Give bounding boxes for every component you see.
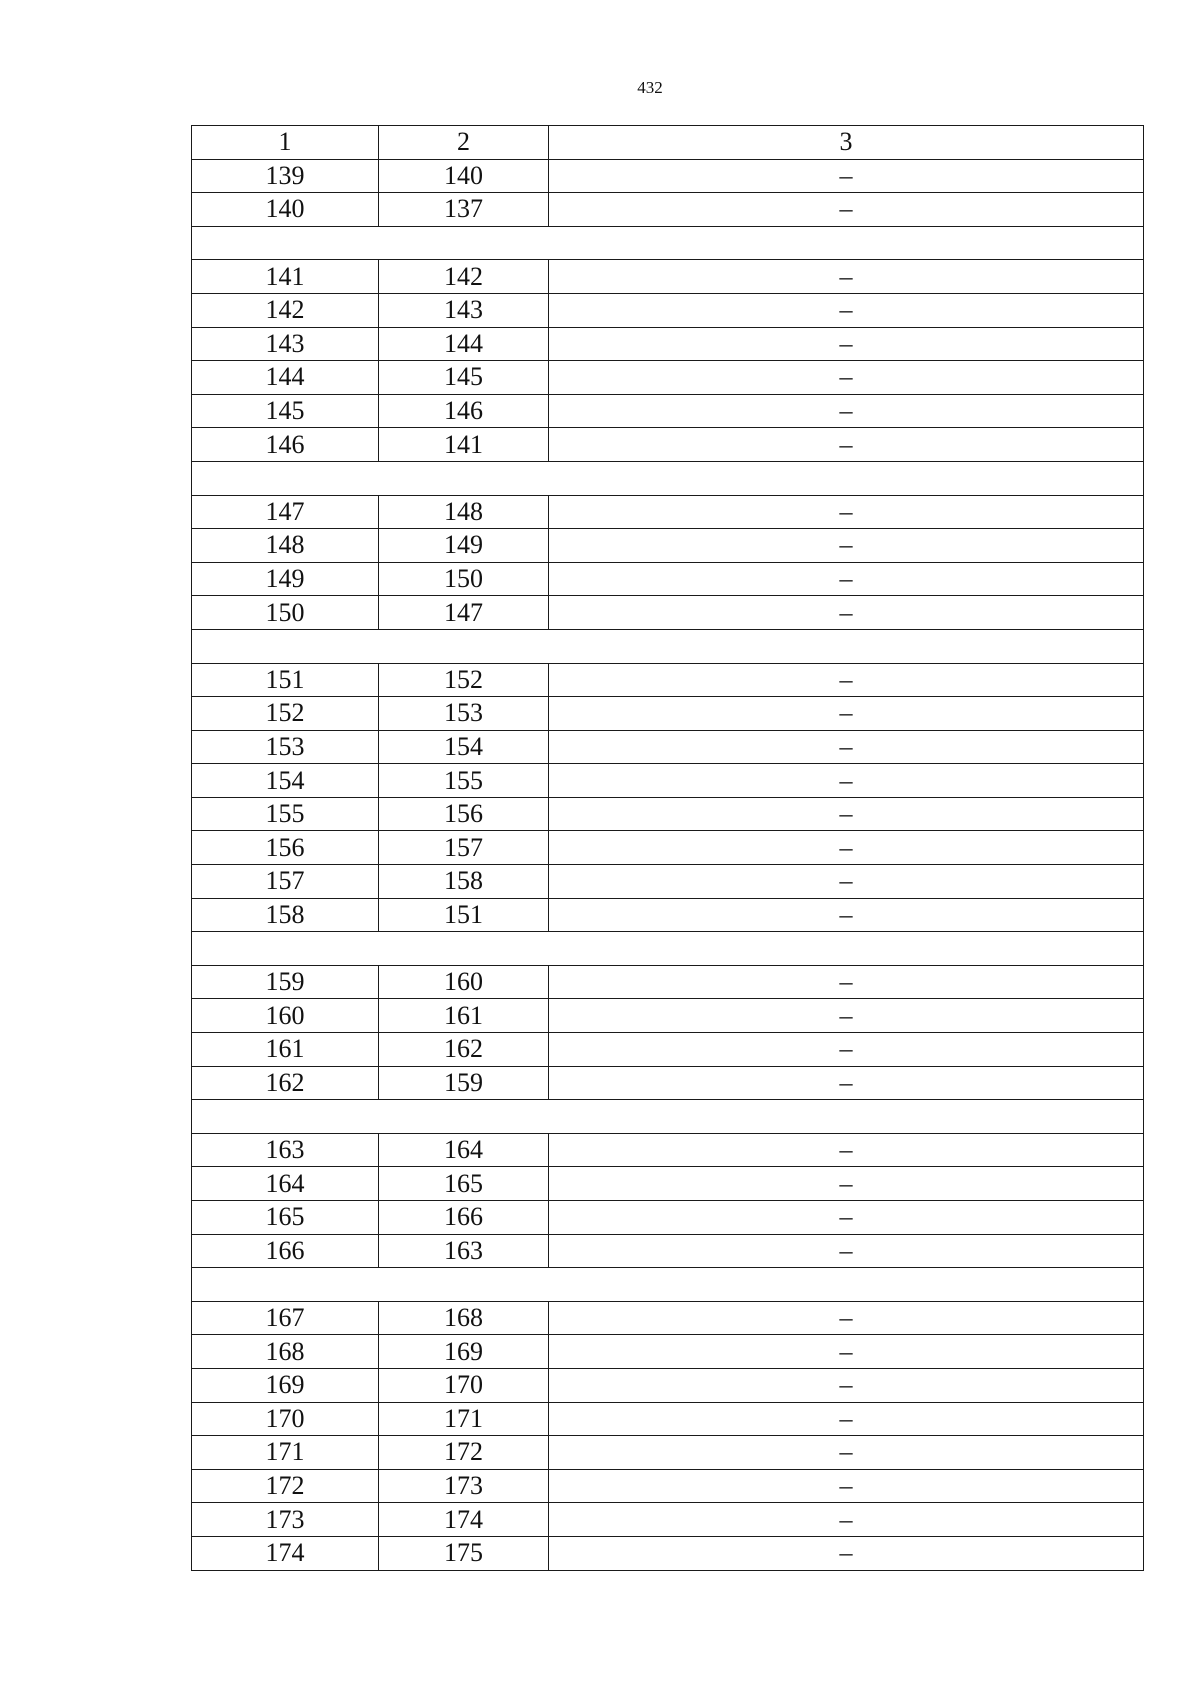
data-table: [191, 125, 1144, 1571]
table-cell-col-1: 140: [192, 193, 379, 227]
separator-cell: [192, 226, 1144, 260]
table-cell-col-1: 171: [192, 1436, 379, 1470]
table-cell-col-1: 167: [192, 1301, 379, 1335]
table-row: [192, 193, 1144, 227]
table-row: [192, 1234, 1144, 1268]
table-cell-col-2: 152: [379, 663, 549, 697]
table-cell-col-1: 147: [192, 495, 379, 529]
table-cell-col-3: –: [549, 865, 1144, 899]
separator-cell: [192, 629, 1144, 663]
table-cell-col-2: 145: [379, 361, 549, 395]
table-row: [192, 596, 1144, 630]
table-cell-col-2: 170: [379, 1368, 549, 1402]
table-cell-col-3: –: [549, 293, 1144, 327]
table-cell-col-1: 163: [192, 1133, 379, 1167]
table-cell-col-2: 165: [379, 1167, 549, 1201]
table-row: [192, 529, 1144, 563]
separator-cell: [192, 461, 1144, 495]
table-cell-col-1: 153: [192, 730, 379, 764]
table-cell-col-2: 150: [379, 562, 549, 596]
table-cell-col-1: 174: [192, 1536, 379, 1570]
table-cell-col-2: 174: [379, 1503, 549, 1537]
table-row: [192, 797, 1144, 831]
table-cell-col-1: 155: [192, 797, 379, 831]
table-cell-col-3: –: [549, 1033, 1144, 1067]
table-cell-col-3: –: [549, 1201, 1144, 1235]
table-cell-col-3: –: [549, 562, 1144, 596]
table-cell-col-2: 160: [379, 965, 549, 999]
table-cell-col-2: 163: [379, 1234, 549, 1268]
table-cell-col-3: –: [549, 327, 1144, 361]
table-row: [192, 663, 1144, 697]
table-cell-col-3: –: [549, 159, 1144, 193]
page-number: 432: [637, 78, 663, 97]
header-cell-2: 2: [379, 126, 549, 160]
table-cell-col-3: –: [549, 697, 1144, 731]
group-separator-row: [192, 226, 1144, 260]
separator-cell: [192, 1100, 1144, 1134]
separator-cell: [192, 1268, 1144, 1302]
table-cell-col-2: 157: [379, 831, 549, 865]
table-cell-col-3: –: [549, 1503, 1144, 1537]
header-cell-3: 3: [549, 126, 1144, 160]
table-cell-col-2: 171: [379, 1402, 549, 1436]
table-cell-col-1: 170: [192, 1402, 379, 1436]
table-cell-col-1: 166: [192, 1234, 379, 1268]
table-cell-col-1: 152: [192, 697, 379, 731]
table-row: [192, 764, 1144, 798]
table-cell-col-3: –: [549, 1536, 1144, 1570]
table-cell-col-3: –: [549, 831, 1144, 865]
table-cell-col-2: 143: [379, 293, 549, 327]
table-cell-col-2: 158: [379, 865, 549, 899]
table-cell-col-3: –: [549, 428, 1144, 462]
table-cell-col-3: –: [549, 394, 1144, 428]
table-cell-col-2: 169: [379, 1335, 549, 1369]
table-cell-col-3: –: [549, 663, 1144, 697]
table-row: [192, 1469, 1144, 1503]
table-row: [192, 831, 1144, 865]
table-row: [192, 1368, 1144, 1402]
table-cell-col-2: 175: [379, 1536, 549, 1570]
table-cell-col-3: –: [549, 361, 1144, 395]
table-cell-col-2: 156: [379, 797, 549, 831]
table-cell-col-2: 154: [379, 730, 549, 764]
table-cell-col-2: 166: [379, 1201, 549, 1235]
table-cell-col-2: 144: [379, 327, 549, 361]
table-row: [192, 562, 1144, 596]
table-cell-col-2: 148: [379, 495, 549, 529]
table-cell-col-3: –: [549, 1167, 1144, 1201]
table-cell-col-3: –: [549, 1335, 1144, 1369]
table-cell-col-3: –: [549, 1469, 1144, 1503]
table-cell-col-1: 143: [192, 327, 379, 361]
table-cell-col-2: 161: [379, 999, 549, 1033]
table-row: [192, 327, 1144, 361]
table-cell-col-1: 150: [192, 596, 379, 630]
table-row: [192, 865, 1144, 899]
group-separator-row: [192, 1100, 1144, 1134]
table-cell-col-2: 151: [379, 898, 549, 932]
table-cell-col-1: 139: [192, 159, 379, 193]
table-cell-col-2: 159: [379, 1066, 549, 1100]
table-row: [192, 1033, 1144, 1067]
header-row: [192, 126, 1144, 160]
table-cell-col-1: 156: [192, 831, 379, 865]
table-cell-col-2: 142: [379, 260, 549, 294]
table-cell-col-3: –: [549, 898, 1144, 932]
table-body: [192, 126, 1144, 1571]
table-row: [192, 361, 1144, 395]
table-cell-col-3: –: [549, 1234, 1144, 1268]
table-cell-col-1: 144: [192, 361, 379, 395]
table-cell-col-3: –: [549, 193, 1144, 227]
table-cell-col-1: 159: [192, 965, 379, 999]
table-cell-col-1: 172: [192, 1469, 379, 1503]
table-row: [192, 394, 1144, 428]
table-cell-col-2: 153: [379, 697, 549, 731]
table-row: [192, 1335, 1144, 1369]
table-row: [192, 1436, 1144, 1470]
table-row: [192, 1133, 1144, 1167]
table-row: [192, 495, 1144, 529]
table-row: [192, 1167, 1144, 1201]
table-cell-col-1: 151: [192, 663, 379, 697]
table-cell-col-3: –: [549, 797, 1144, 831]
table-cell-col-1: 161: [192, 1033, 379, 1067]
table-cell-col-1: 169: [192, 1368, 379, 1402]
table-cell-col-1: 142: [192, 293, 379, 327]
table-cell-col-3: –: [549, 730, 1144, 764]
table-cell-col-2: 149: [379, 529, 549, 563]
table-row: [192, 260, 1144, 294]
table-cell-col-2: 137: [379, 193, 549, 227]
table-cell-col-1: 149: [192, 562, 379, 596]
table-cell-col-3: –: [549, 1066, 1144, 1100]
table-row: [192, 730, 1144, 764]
table-cell-col-1: 146: [192, 428, 379, 462]
table-cell-col-2: 147: [379, 596, 549, 630]
table-row: [192, 1201, 1144, 1235]
table-cell-col-1: 173: [192, 1503, 379, 1537]
table-cell-col-3: –: [549, 1301, 1144, 1335]
table-cell-col-2: 164: [379, 1133, 549, 1167]
table-cell-col-1: 160: [192, 999, 379, 1033]
header-cell-1: 1: [192, 126, 379, 160]
table-cell-col-3: –: [549, 596, 1144, 630]
table-cell-col-1: 165: [192, 1201, 379, 1235]
table-cell-col-2: 155: [379, 764, 549, 798]
group-separator-row: [192, 1268, 1144, 1302]
table-cell-col-2: 140: [379, 159, 549, 193]
table-cell-col-2: 162: [379, 1033, 549, 1067]
table-cell-col-1: 141: [192, 260, 379, 294]
table-row: [192, 999, 1144, 1033]
table-row: [192, 697, 1144, 731]
table-cell-col-2: 173: [379, 1469, 549, 1503]
table-cell-col-2: 146: [379, 394, 549, 428]
table-cell-col-1: 145: [192, 394, 379, 428]
table-row: [192, 1536, 1144, 1570]
table-cell-col-1: 168: [192, 1335, 379, 1369]
separator-cell: [192, 932, 1144, 966]
table-row: [192, 1503, 1144, 1537]
table-row: [192, 898, 1144, 932]
table-row: [192, 965, 1144, 999]
table-cell-col-3: –: [549, 1436, 1144, 1470]
table-cell-col-1: 154: [192, 764, 379, 798]
table-cell-col-3: –: [549, 260, 1144, 294]
table-cell-col-1: 162: [192, 1066, 379, 1100]
table-cell-col-1: 164: [192, 1167, 379, 1201]
table-cell-col-3: –: [549, 764, 1144, 798]
table-cell-col-2: 141: [379, 428, 549, 462]
table-cell-col-2: 172: [379, 1436, 549, 1470]
group-separator-row: [192, 932, 1144, 966]
table-cell-col-1: 148: [192, 529, 379, 563]
table-row: [192, 1301, 1144, 1335]
table-cell-col-3: –: [549, 1368, 1144, 1402]
group-separator-row: [192, 461, 1144, 495]
table-row: [192, 159, 1144, 193]
table-cell-col-2: 168: [379, 1301, 549, 1335]
table-cell-col-1: 158: [192, 898, 379, 932]
table-row: [192, 428, 1144, 462]
group-separator-row: [192, 629, 1144, 663]
table-cell-col-1: 157: [192, 865, 379, 899]
table-cell-col-3: –: [549, 965, 1144, 999]
table-cell-col-3: –: [549, 495, 1144, 529]
table-cell-col-3: –: [549, 529, 1144, 563]
table-row: [192, 1402, 1144, 1436]
table-row: [192, 1066, 1144, 1100]
table-cell-col-3: –: [549, 1133, 1144, 1167]
table-cell-col-3: –: [549, 1402, 1144, 1436]
table-cell-col-3: –: [549, 999, 1144, 1033]
table-row: [192, 293, 1144, 327]
